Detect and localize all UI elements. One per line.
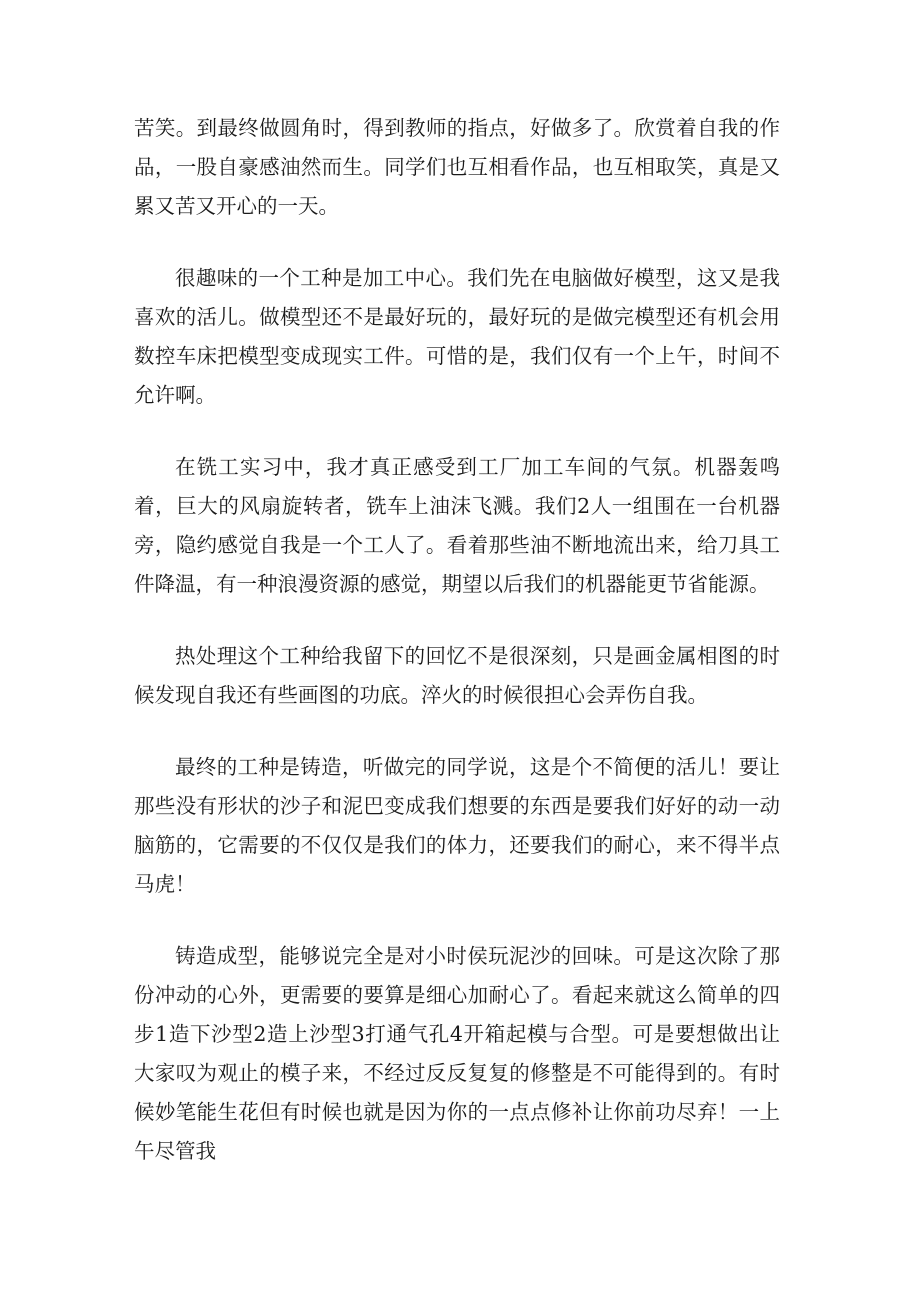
paragraph-3: 在铣工实习中，我才真正感受到工厂加工车间的气氛。机器轰鸣着，巨大的风扇旋转者，铣车上油沫飞溅。我们2人一组围在一台机器旁，隐约感觉自我是一个工人了。看着那些油不断地流出来，给刀具工件降温，有一种浪漫资源的感觉，期望以后我们的机器能更节省能源。 — [134, 455, 780, 596]
paragraph-5: 最终的工种是铸造，听做完的同学说，这是个不简便的活儿！要让那些没有形状的沙子和泥巴变成我们想要的东西是要我们好好的动一动脑筋的，它需要的不仅仅是我们的体力，还要我们的耐心，来不得半点马虎！ — [134, 755, 780, 896]
paragraph-2: 很趣味的一个工种是加工中心。我们先在电脑做好模型，这又是我喜欢的活儿。做模型还不是最好玩的，最好玩的是做完模型还有机会用数控车床把模型变成现实工件。可惜的是，我们仅有一个上午，时间不允许啊。 — [134, 266, 780, 407]
paragraph-1: 苦笑。到最终做圆角时，得到教师的指点，好做多了。欣赏着自我的作品，一股自豪感油然而生。同学们也互相看作品，也互相取笑，真是又累又苦又开心的一天。 — [134, 116, 780, 218]
paragraph-4: 热处理这个工种给我留下的回忆不是很深刻，只是画金属相图的时候发现自我还有些画图的功底。淬火的时候很担心会弄伤自我。 — [134, 644, 780, 707]
paragraph-6: 铸造成型，能够说完全是对小时侯玩泥沙的回味。可是这次除了那份冲动的心外，更需要的要算是细心加耐心了。看起来就这么简单的四步1造下沙型2造上沙型3打通气孔4开箱起模与合型。可是要想做出让大家叹为观止的模子来，不经过反反复复的修整是不可能得到的。有时候妙笔能生花但有时候也就是因为你的一点点修补让你前功尽弃！一上午尽管我 — [134, 944, 780, 1163]
